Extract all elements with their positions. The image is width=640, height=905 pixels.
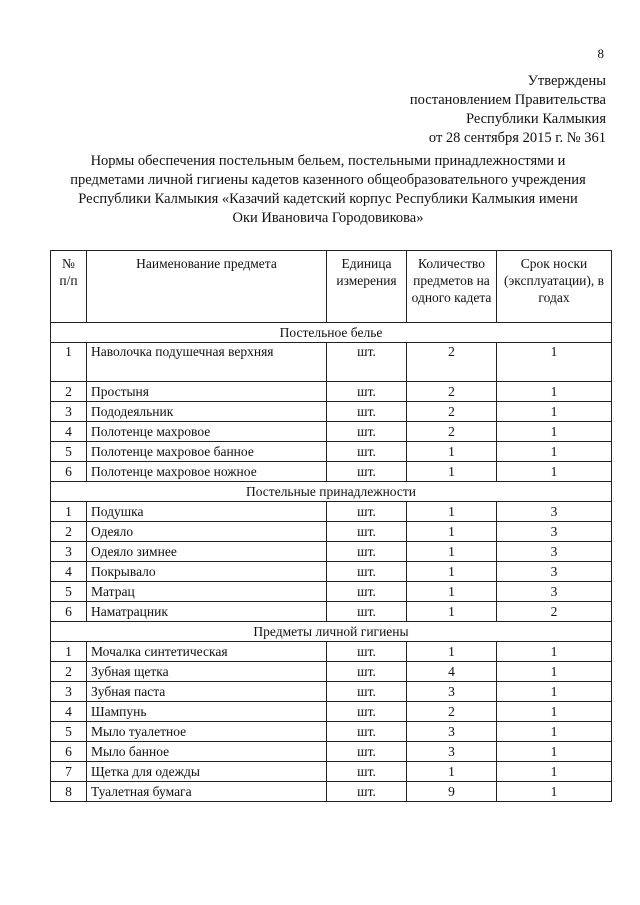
cell-name: Полотенце махровое: [87, 422, 327, 442]
header-qty: Количество предметов на одного кадета: [407, 251, 497, 323]
section-header-row: [51, 323, 612, 343]
cell-term: 3: [497, 562, 612, 582]
header-num: № п/п: [51, 251, 87, 323]
cell-unit: шт.: [327, 402, 407, 422]
cell-unit: шт.: [327, 662, 407, 682]
norms-table: [50, 250, 612, 802]
cell-unit: шт.: [327, 382, 407, 402]
cell-term: 1: [497, 682, 612, 702]
title-line: Оки Ивановича Городовикова»: [232, 210, 424, 226]
section-title: Постельные принадлежности: [51, 482, 612, 502]
cell-unit: шт.: [327, 502, 407, 522]
cell-name: Зубная щетка: [87, 662, 327, 682]
cell-qty: 1: [407, 442, 497, 462]
cell-num: 1: [51, 642, 87, 662]
table-row: [51, 562, 612, 582]
cell-qty: 3: [407, 722, 497, 742]
cell-num: 4: [51, 702, 87, 722]
cell-num: 5: [51, 442, 87, 462]
cell-name: Пододеяльник: [87, 402, 327, 422]
cell-qty: 2: [407, 382, 497, 402]
cell-term: 2: [497, 602, 612, 622]
table-row: [51, 662, 612, 682]
header-term: Срок носки (эксплуатации), в годах: [497, 251, 612, 323]
title-line: предметами личной гигиены кадетов казенного общеобразовательного учреждения: [70, 172, 586, 188]
cell-qty: 1: [407, 542, 497, 562]
cell-unit: шт.: [327, 602, 407, 622]
cell-term: 1: [497, 782, 612, 802]
cell-qty: 2: [407, 422, 497, 442]
table-row: [51, 382, 612, 402]
cell-term: 1: [497, 762, 612, 782]
approval-block: [276, 72, 606, 148]
cell-unit: шт.: [327, 542, 407, 562]
cell-name: Полотенце махровое ножное: [87, 462, 327, 482]
cell-qty: 2: [407, 402, 497, 422]
cell-term: 1: [497, 422, 612, 442]
table-row: [51, 642, 612, 662]
table-header-row: [51, 251, 612, 323]
cell-qty: 1: [407, 562, 497, 582]
cell-num: 4: [51, 422, 87, 442]
cell-unit: шт.: [327, 343, 407, 382]
cell-name: Туалетная бумага: [87, 782, 327, 802]
cell-num: 1: [51, 502, 87, 522]
table-row: [51, 462, 612, 482]
cell-num: 6: [51, 462, 87, 482]
cell-unit: шт.: [327, 562, 407, 582]
cell-unit: шт.: [327, 742, 407, 762]
cell-qty: 4: [407, 662, 497, 682]
cell-qty: 1: [407, 582, 497, 602]
table-row: [51, 502, 612, 522]
cell-num: 3: [51, 402, 87, 422]
cell-num: 2: [51, 662, 87, 682]
cell-name: Щетка для одежды: [87, 762, 327, 782]
cell-name: Мыло банное: [87, 742, 327, 762]
cell-unit: шт.: [327, 762, 407, 782]
header-name: Наименование предмета: [87, 251, 327, 323]
table-row: [51, 542, 612, 562]
approval-line: от 28 сентября 2015 г. № 361: [428, 130, 606, 146]
cell-num: 3: [51, 542, 87, 562]
title-line: Республики Калмыкия «Казачий кадетский корпус Республики Калмыкия имени: [78, 191, 578, 207]
table-row: [51, 402, 612, 422]
approval-line: постановлением Правительства: [409, 92, 606, 108]
cell-name: Мыло туалетное: [87, 722, 327, 742]
cell-num: 7: [51, 762, 87, 782]
cell-qty: 2: [407, 702, 497, 722]
cell-qty: 3: [407, 742, 497, 762]
cell-term: 1: [497, 382, 612, 402]
cell-term: 1: [497, 642, 612, 662]
table-row: [51, 722, 612, 742]
page-number: 8: [597, 46, 604, 61]
cell-qty: 3: [407, 682, 497, 702]
section-header-row: [51, 622, 612, 642]
section-title: Предметы личной гигиены: [51, 622, 612, 642]
cell-unit: шт.: [327, 462, 407, 482]
cell-qty: 9: [407, 782, 497, 802]
cell-unit: шт.: [327, 522, 407, 542]
cell-term: 3: [497, 522, 612, 542]
cell-qty: 2: [407, 343, 497, 382]
cell-name: Матрац: [87, 582, 327, 602]
section-title: Постельное белье: [51, 323, 612, 343]
table-row: [51, 343, 612, 382]
header-unit: Единица измерения: [327, 251, 407, 323]
approval-line: Утверждены: [527, 73, 606, 89]
cell-num: 2: [51, 522, 87, 542]
cell-qty: 1: [407, 462, 497, 482]
cell-name: Зубная паста: [87, 682, 327, 702]
table-row: [51, 762, 612, 782]
cell-term: 3: [497, 582, 612, 602]
title-line: Нормы обеспечения постельным бельем, постельными принадлежностями и: [90, 153, 566, 169]
cell-term: 1: [497, 462, 612, 482]
cell-unit: шт.: [327, 782, 407, 802]
cell-num: 5: [51, 722, 87, 742]
table-body: [51, 323, 612, 802]
cell-term: 1: [497, 343, 612, 382]
cell-unit: шт.: [327, 442, 407, 462]
cell-name: Простыня: [87, 382, 327, 402]
cell-term: 1: [497, 402, 612, 422]
cell-num: 5: [51, 582, 87, 602]
cell-num: 8: [51, 782, 87, 802]
cell-qty: 1: [407, 522, 497, 542]
cell-name: Полотенце махровое банное: [87, 442, 327, 462]
table-row: [51, 682, 612, 702]
cell-term: 3: [497, 542, 612, 562]
table-row: [51, 442, 612, 462]
cell-name: Покрывало: [87, 562, 327, 582]
cell-num: 1: [51, 343, 87, 382]
approval-line: Республики Калмыкия: [465, 111, 606, 127]
cell-num: 6: [51, 602, 87, 622]
table-row: [51, 522, 612, 542]
cell-term: 1: [497, 702, 612, 722]
cell-name: Мочалка синтетическая: [87, 642, 327, 662]
table-row: [51, 602, 612, 622]
cell-num: 6: [51, 742, 87, 762]
cell-num: 4: [51, 562, 87, 582]
cell-qty: 1: [407, 762, 497, 782]
cell-unit: шт.: [327, 422, 407, 442]
cell-qty: 1: [407, 502, 497, 522]
section-header-row: [51, 482, 612, 502]
cell-name: Одеяло: [87, 522, 327, 542]
cell-term: 1: [497, 742, 612, 762]
cell-unit: шт.: [327, 682, 407, 702]
table-row: [51, 742, 612, 762]
table-row: [51, 702, 612, 722]
cell-term: 1: [497, 442, 612, 462]
document-title: [48, 152, 608, 228]
cell-unit: шт.: [327, 642, 407, 662]
cell-term: 3: [497, 502, 612, 522]
cell-unit: шт.: [327, 722, 407, 742]
cell-name: Наволочка подушечная верхняя: [87, 343, 327, 382]
cell-term: 1: [497, 722, 612, 742]
table-row: [51, 582, 612, 602]
cell-unit: шт.: [327, 702, 407, 722]
cell-qty: 1: [407, 642, 497, 662]
cell-name: Шампунь: [87, 702, 327, 722]
cell-term: 1: [497, 662, 612, 682]
cell-name: Подушка: [87, 502, 327, 522]
table-row: [51, 422, 612, 442]
cell-num: 3: [51, 682, 87, 702]
cell-qty: 1: [407, 602, 497, 622]
cell-name: Одеяло зимнее: [87, 542, 327, 562]
table-row: [51, 782, 612, 802]
cell-num: 2: [51, 382, 87, 402]
cell-unit: шт.: [327, 582, 407, 602]
cell-name: Наматрацник: [87, 602, 327, 622]
